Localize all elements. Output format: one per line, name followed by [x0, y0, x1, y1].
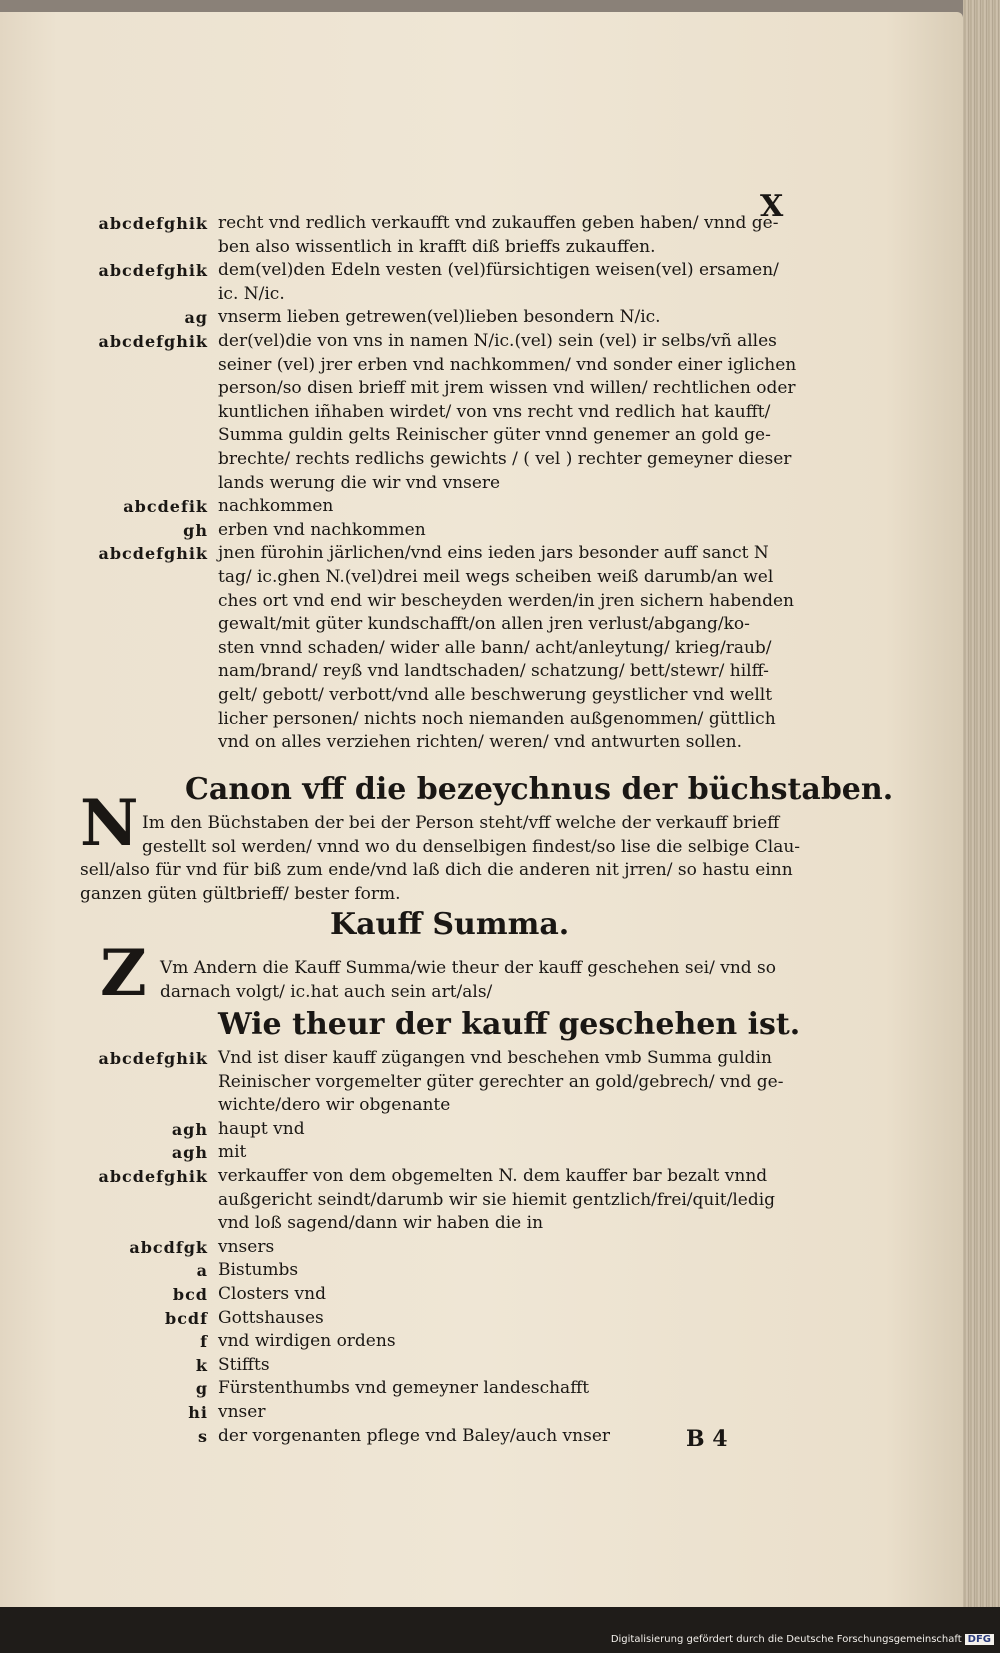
- entry2-label: a: [196, 1261, 208, 1281]
- entry2-label: bcdf: [165, 1308, 208, 1328]
- entry2-text-line: haupt vnd: [218, 1118, 305, 1139]
- folio-number: X: [760, 189, 784, 224]
- entry2-text-line: Stiffts: [218, 1354, 270, 1375]
- entry-label: abcdefghik: [98, 544, 208, 564]
- entry2-label: agh: [171, 1119, 208, 1139]
- entry-text-line: ben also wissentlich in krafft diß brieffs zukauffen.: [218, 236, 656, 257]
- entry-text-line: dem(vel)den Edeln vesten (vel)fürsichtigen weisen(vel) ersamen/: [218, 260, 779, 281]
- kauff-text-line: darnach volgt/ ic.hat auch sein art/als/: [160, 981, 493, 1002]
- credit-text: Digitalisierung gefördert durch die Deutsche Forschungsgemeinschaft: [610, 1634, 962, 1645]
- entry-text-line: brechte/ rechts redlichs gewichts / ( vel ) rechter gemeyner dieser: [218, 449, 792, 469]
- entry2-text-line: vnd wirdigen ordens: [218, 1331, 396, 1352]
- entry-text-line: person/so disen brieff mit jrem wissen vnd willen/ rechtlichen oder: [218, 378, 796, 399]
- signature-mark: B 4: [686, 1426, 728, 1452]
- entry2-text-line: vnser: [218, 1402, 266, 1422]
- entry-text-line: seiner (vel) jrer erben vnd nachkommen/ vnd sonder einer iglichen: [218, 354, 797, 375]
- entry2-label: abcdefghik: [98, 1167, 208, 1186]
- entry2-label: agh: [171, 1143, 208, 1163]
- dfg-logo: DFG: [965, 1634, 994, 1645]
- entry2-text-line: verkauffer von dem obgemelten N. dem kauffer bar bezalt vnnd: [218, 1166, 768, 1186]
- canon-text-line: sell/also für vnd für biß zum ende/vnd laß dich die anderen nit jrren/ so hastu einn: [80, 860, 793, 881]
- entry2-label: bcd: [172, 1285, 208, 1304]
- entry-text-line: ic. N/ic.: [218, 283, 285, 304]
- entry2-text-line: Closters vnd: [218, 1284, 326, 1304]
- entry2-text-line: Bistumbs: [218, 1260, 299, 1281]
- entry-text-line: nachkommen: [218, 496, 334, 517]
- entry-label: gh: [183, 520, 208, 540]
- entry-label: abcdefghik: [98, 332, 208, 351]
- entry-text-line: jnen fürohin järlichen/vnd eins ieden jars besonder auff sanct N: [218, 543, 769, 564]
- canon-initial: N: [80, 786, 139, 861]
- entry-text-line: nam/brand/ reyß vnd landtschaden/ schatzung/ bett/stewr/ hilff-: [218, 661, 769, 682]
- entry-label: ag: [184, 308, 208, 328]
- entry-text-line: Summa guldin gelts Reinischer güter vnnd genemer an gold ge-: [218, 425, 771, 446]
- entry-text-line: sten vnnd schaden/ wider alle bann/ acht/anleytung/ krieg/raub/: [218, 637, 772, 658]
- kauff-initial: Z: [100, 936, 147, 1011]
- entry-label: abcdefghik: [98, 261, 208, 281]
- page-stack-edge: [963, 0, 1000, 1653]
- entry2-text-line: wichte/dero wir obgenante: [218, 1095, 451, 1116]
- entry2-text-line: vnd loß sagend/dann wir haben die in: [218, 1213, 544, 1234]
- entry2-text-line: Fürstenthumbs vnd gemeyner landeschafft: [218, 1378, 590, 1399]
- entry2-label: g: [195, 1379, 208, 1399]
- entry-text-line: erben vnd nachkommen: [218, 519, 426, 540]
- kauff-text-line: Vm Andern die Kauff Summa/wie theur der kauff geschehen sei/ vnd so: [160, 958, 777, 978]
- entry-text-line: ches ort vnd end wir bescheyden werden/in jren sichern habenden: [218, 590, 794, 611]
- entry2-label: f: [200, 1332, 208, 1352]
- canon-text-line: gestellt sol werden/ vnnd wo du denselbigen findest/so lise die selbige Clau-: [142, 836, 801, 857]
- entry2-text-line: außgericht seindt/darumb wir sie hiemit gentzlich/frei/quit/ledig: [218, 1189, 776, 1210]
- entry-text-line: lands werung die wir vnd vnsere: [218, 472, 501, 493]
- entry-text-line: tag/ ic.ghen N.(vel)drei meil wegs scheiben weiß darumb/an wel: [218, 567, 774, 587]
- canon-heading: Canon vff die bezeychnus der büchstaben.: [185, 772, 894, 807]
- entry2-label: abcdefghik: [98, 1049, 208, 1068]
- canon-text-line: Im den Büchstaben der bei der Person steht/vff welche der verkauff brieff: [142, 813, 780, 833]
- entry2-text-line: Gottshauses: [218, 1307, 324, 1328]
- entry-text-line: gewalt/mit güter kundschafft/on allen jren verlust/abgang/ko-: [218, 614, 750, 635]
- entry-text-line: vnserm lieben getrewen(vel)lieben besondern N/ic.: [218, 307, 661, 328]
- entry-text-line: recht vnd redlich verkaufft vnd zukauffen geben haben/ vnnd ge-: [218, 213, 779, 233]
- entry-text-line: der(vel)die von vns in namen N/ic.(vel) sein (vel) ir selbs/vñ alles: [218, 331, 777, 351]
- book-page: [0, 12, 963, 1607]
- kauff-subheading: Wie theur der kauff geschehen ist.: [218, 1007, 801, 1042]
- entry-label: abcdefik: [123, 497, 208, 517]
- entry2-text-line: Vnd ist diser kauff zügangen vnd beschehen vmb Summa guldin: [218, 1048, 772, 1068]
- canon-text-line: ganzen güten gültbrieff/ bester form.: [80, 883, 401, 904]
- entry2-label: k: [195, 1355, 208, 1375]
- entry2-label: s: [197, 1426, 208, 1446]
- entry2-label: abcdfgk: [129, 1237, 208, 1257]
- entry-text-line: licher personen/ nichts noch niemanden außgenommen/ güttlich: [218, 708, 776, 729]
- entry2-label: hi: [188, 1403, 208, 1422]
- scan-bottom-band: [0, 1607, 1000, 1653]
- kauff-heading: Kauff Summa.: [330, 907, 570, 942]
- entry2-text-line: Reinischer vorgemelter güter gerechter an gold/gebrech/ vnd ge-: [218, 1071, 784, 1092]
- digitization-credit: [611, 1634, 994, 1645]
- entry-text-line: vnd on alles verziehen richten/ weren/ vnd antwurten sollen.: [218, 732, 742, 753]
- entry-text-line: kuntlichen iñhaben wirdet/ von vns recht vnd redlich hat kaufft/: [218, 401, 771, 422]
- entry2-text-line: mit: [218, 1142, 247, 1163]
- entry2-text-line: der vorgenanten pflege vnd Baley/auch vnser: [218, 1425, 611, 1446]
- entry2-text-line: vnsers: [218, 1236, 275, 1257]
- entry-text-line: gelt/ gebott/ verbott/vnd alle beschwerung geystlicher vnd wellt: [218, 685, 773, 705]
- entry-label: abcdefghik: [98, 214, 208, 233]
